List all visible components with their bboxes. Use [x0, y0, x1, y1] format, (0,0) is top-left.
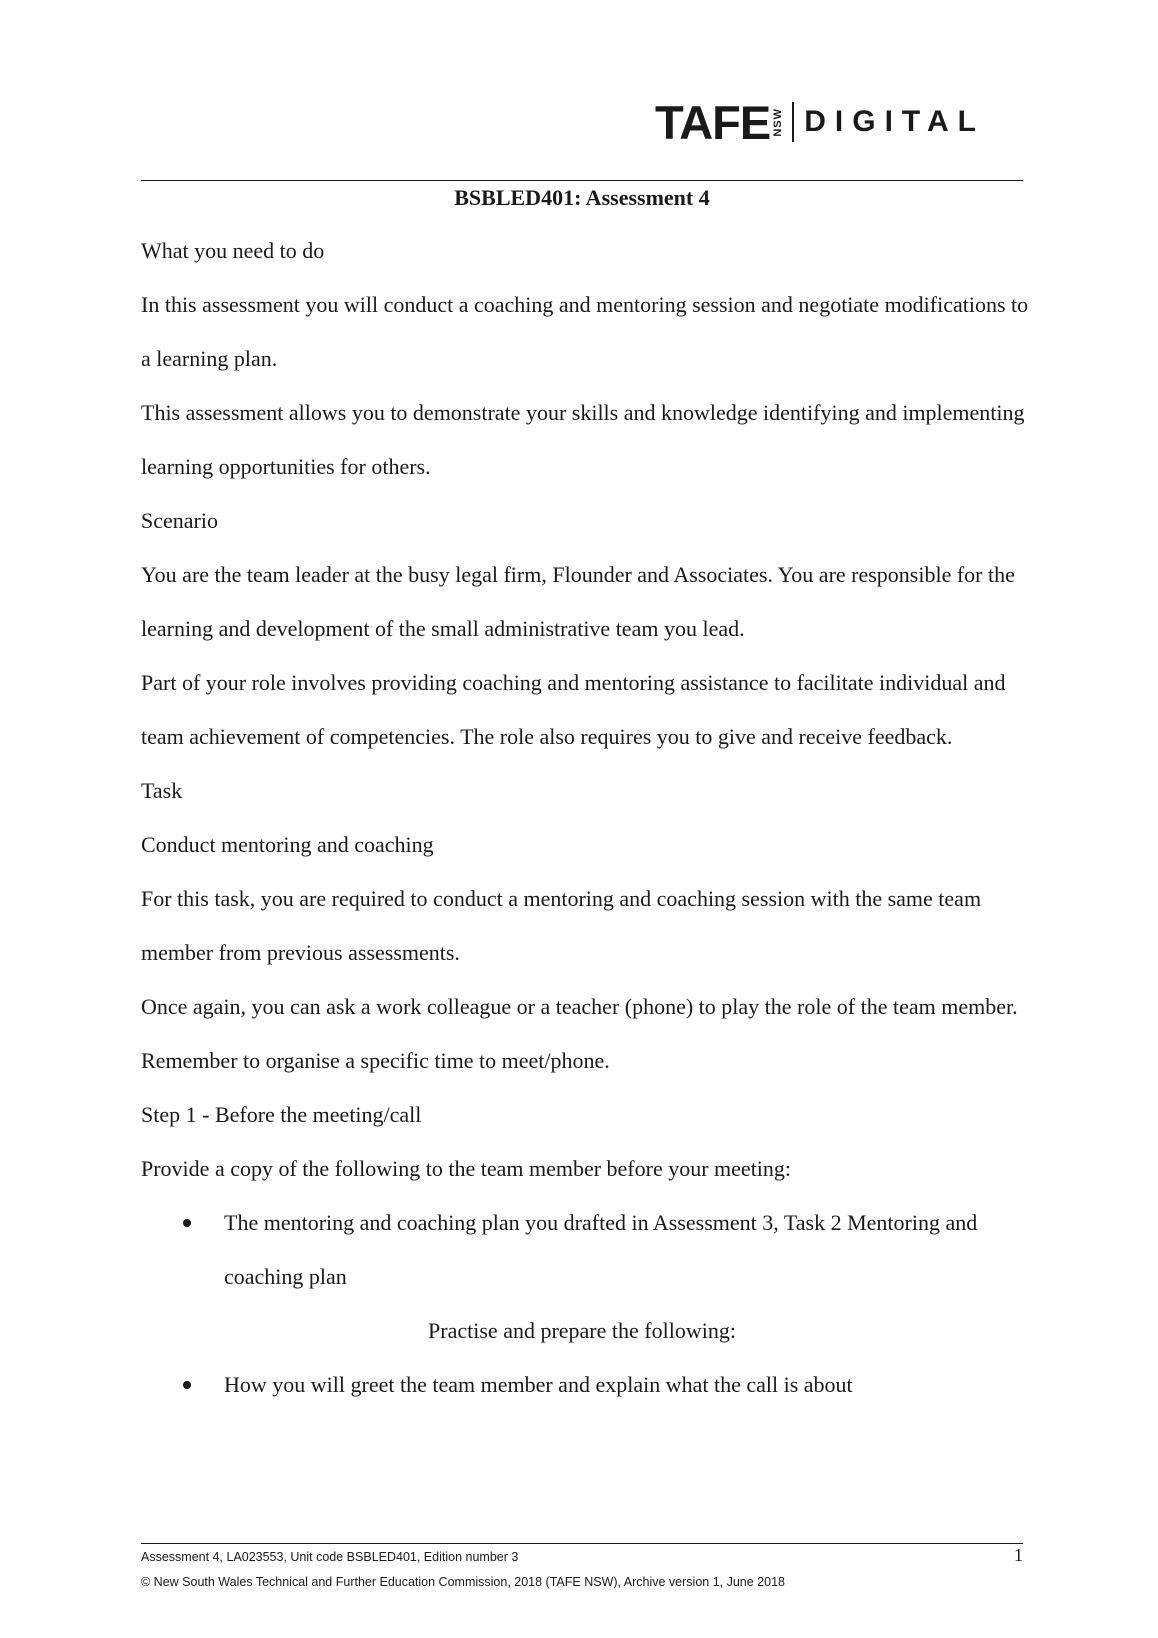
footer-rule — [141, 1543, 1023, 1544]
paragraph-task: For this task, you are required to conduct a mentoring and coaching session with the same team member from previous assessments. — [141, 886, 982, 965]
bullet-icon — [141, 1358, 224, 1412]
bullet-text: The mentoring and coaching plan you drafted in Assessment 3, Task 2 Mentoring and coaching plan — [224, 1210, 978, 1289]
paragraph-provide: Provide a copy of the following to the team member before your meeting: — [141, 1156, 792, 1181]
footer-assessment-info: Assessment 4, LA023553, Unit code BSBLED401, Edition number 3 — [141, 1550, 519, 1564]
document-title: BSBLED401: Assessment 4 — [454, 185, 710, 210]
heading-scenario: Scenario — [141, 508, 218, 533]
logo-divider — [792, 102, 794, 142]
paragraph-practise: Practise and prepare the following: — [428, 1318, 736, 1343]
list-item — [141, 1196, 1031, 1304]
paragraph-scenario: You are the team leader at the busy legal firm, Flounder and Associates. You are responsible for the learning and development of the small administrative team you lead. — [141, 562, 1015, 641]
heading-what-you-need: What you need to do — [141, 238, 325, 263]
paragraph-intro: In this assessment you will conduct a coaching and mentoring session and negotiate modifications to a learning plan. — [141, 292, 1029, 371]
bullet-text: How you will greet the team member and explain what the call is about — [224, 1372, 853, 1397]
document-body — [141, 224, 1031, 1412]
heading-step-1: Step 1 - Before the meeting/call — [141, 1102, 422, 1127]
heading-task: Task — [141, 778, 183, 803]
heading-conduct: Conduct mentoring and coaching — [141, 832, 434, 857]
bullet-icon — [141, 1196, 224, 1304]
logo-digital-text: DIGITAL — [804, 105, 985, 138]
logo-tafe-text: TAFE — [655, 95, 771, 149]
footer-copyright: © New South Wales Technical and Further Education Commission, 2018 (TAFE NSW), Archive version 1, June 2018 — [141, 1575, 785, 1589]
paragraph-role: Part of your role involves providing coaching and mentoring assistance to facilitate individual and team achievement of competencies. The role also requires you to give and receive feedback. — [141, 670, 1006, 749]
header-rule — [141, 180, 1023, 181]
paragraph-demonstrate: This assessment allows you to demonstrate your skills and knowledge identifying and implementing learning opportunities for others. — [141, 400, 1025, 479]
paragraph-colleague: Once again, you can ask a work colleague or a teacher (phone) to play the role of the team member. Remember to organise a specific time to meet/phone. — [141, 994, 1018, 1073]
tafe-digital-logo — [655, 95, 985, 149]
list-item — [141, 1358, 1031, 1412]
page-number: 1 — [1014, 1545, 1023, 1565]
logo-nsw-text: NSW — [772, 107, 785, 137]
